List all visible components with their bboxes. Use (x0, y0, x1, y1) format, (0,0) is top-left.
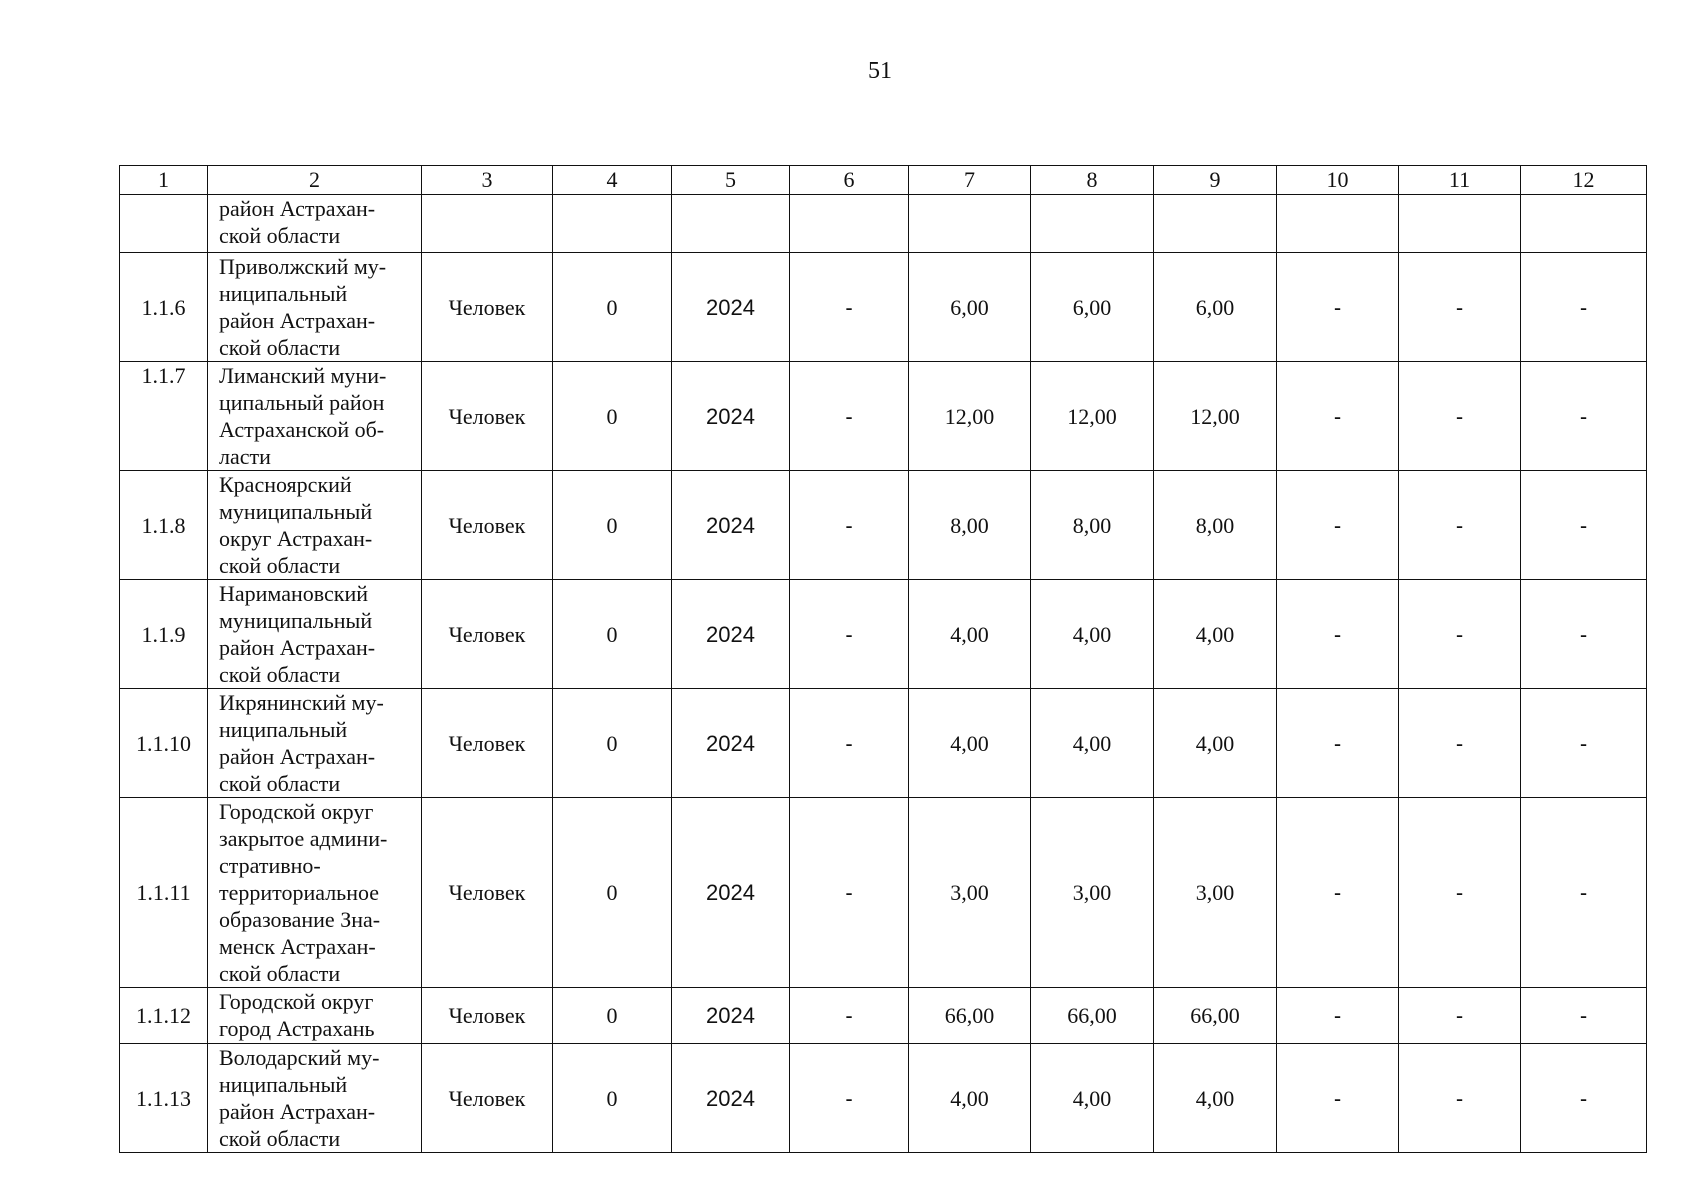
cell-col10: - (1277, 580, 1399, 689)
table-row-continuation (120, 195, 1647, 253)
table-row (120, 580, 1647, 689)
cell-col6: - (790, 798, 909, 988)
cell-col9: 12,00 (1154, 362, 1277, 471)
cell-col9: 66,00 (1154, 988, 1277, 1044)
table-row (120, 689, 1647, 798)
cell-col10: - (1277, 689, 1399, 798)
cell-col8: 4,00 (1031, 689, 1154, 798)
cell-year: 2024 (672, 253, 790, 362)
cell-base: 0 (553, 580, 672, 689)
cell-unit: Человек (422, 1044, 553, 1153)
cell-empty (1277, 195, 1399, 253)
cell-name: Лиманский муни- ципальный район Астраханской об- ласти (208, 362, 422, 471)
cell-empty (422, 195, 553, 253)
cell-empty (1154, 195, 1277, 253)
cell-col8: 4,00 (1031, 580, 1154, 689)
cell-base: 0 (553, 471, 672, 580)
header-col-8: 8 (1031, 166, 1154, 195)
header-col-11: 11 (1399, 166, 1521, 195)
cell-col6: - (790, 580, 909, 689)
cell-col7: 4,00 (909, 580, 1031, 689)
cell-name: Приволжский му- ниципальный район Астрахан- ской области (208, 253, 422, 362)
cell-num: 1.1.8 (120, 471, 208, 580)
cell-col12: - (1521, 988, 1647, 1044)
cell-num (120, 195, 208, 253)
table-row (120, 471, 1647, 580)
cell-col8: 66,00 (1031, 988, 1154, 1044)
cell-col7: 12,00 (909, 362, 1031, 471)
cell-year: 2024 (672, 689, 790, 798)
cell-col12: - (1521, 253, 1647, 362)
cell-base: 0 (553, 988, 672, 1044)
cell-num: 1.1.9 (120, 580, 208, 689)
cell-col9: 6,00 (1154, 253, 1277, 362)
cell-col12: - (1521, 798, 1647, 988)
cell-col9: 4,00 (1154, 689, 1277, 798)
cell-col11: - (1399, 471, 1521, 580)
cell-empty (553, 195, 672, 253)
cell-name: Наримановский муниципальный район Астрахан- ской области (208, 580, 422, 689)
cell-col9: 4,00 (1154, 1044, 1277, 1153)
cell-empty (909, 195, 1031, 253)
cell-num: 1.1.10 (120, 689, 208, 798)
cell-col6: - (790, 1044, 909, 1153)
page-number: 51 (868, 58, 892, 84)
cell-empty (672, 195, 790, 253)
cell-col10: - (1277, 988, 1399, 1044)
cell-base: 0 (553, 1044, 672, 1153)
header-col-1: 1 (120, 166, 208, 195)
header-row (120, 166, 1647, 195)
cell-col11: - (1399, 253, 1521, 362)
header-col-4: 4 (553, 166, 672, 195)
cell-col7: 6,00 (909, 253, 1031, 362)
cell-col6: - (790, 471, 909, 580)
table-row (120, 253, 1647, 362)
cell-col11: - (1399, 362, 1521, 471)
header-col-9: 9 (1154, 166, 1277, 195)
cell-col6: - (790, 988, 909, 1044)
cell-num: 1.1.13 (120, 1044, 208, 1153)
cell-empty (1521, 195, 1647, 253)
cell-col11: - (1399, 988, 1521, 1044)
cell-num: 1.1.6 (120, 253, 208, 362)
cell-name: район Астрахан- ской области (208, 195, 422, 253)
cell-col12: - (1521, 1044, 1647, 1153)
cell-empty (1399, 195, 1521, 253)
cell-num: 1.1.12 (120, 988, 208, 1044)
cell-unit: Человек (422, 580, 553, 689)
table-row (120, 798, 1647, 988)
cell-col8: 3,00 (1031, 798, 1154, 988)
cell-col9: 3,00 (1154, 798, 1277, 988)
cell-base: 0 (553, 689, 672, 798)
cell-unit: Человек (422, 362, 553, 471)
cell-year: 2024 (672, 798, 790, 988)
header-col-5: 5 (672, 166, 790, 195)
cell-col7: 4,00 (909, 689, 1031, 798)
table-header (120, 166, 1647, 195)
cell-col12: - (1521, 471, 1647, 580)
cell-empty (790, 195, 909, 253)
cell-base: 0 (553, 253, 672, 362)
header-col-7: 7 (909, 166, 1031, 195)
cell-year: 2024 (672, 580, 790, 689)
cell-col10: - (1277, 253, 1399, 362)
cell-col6: - (790, 689, 909, 798)
cell-col8: 6,00 (1031, 253, 1154, 362)
cell-year: 2024 (672, 1044, 790, 1153)
cell-col11: - (1399, 798, 1521, 988)
cell-col6: - (790, 362, 909, 471)
cell-name: Городской округ закрытое админи- стративно- территориальное образование Зна- менск Астрахан- ской области (208, 798, 422, 988)
cell-col10: - (1277, 362, 1399, 471)
cell-col10: - (1277, 798, 1399, 988)
cell-num: 1.1.7 (120, 362, 208, 471)
header-col-6: 6 (790, 166, 909, 195)
cell-name: Городской округ город Астрахань (208, 988, 422, 1044)
cell-unit: Человек (422, 798, 553, 988)
cell-name: Володарский му- ниципальный район Астрахан- ской области (208, 1044, 422, 1153)
cell-base: 0 (553, 362, 672, 471)
indicator-table (119, 165, 1647, 1153)
cell-year: 2024 (672, 988, 790, 1044)
header-col-2: 2 (208, 166, 422, 195)
cell-col12: - (1521, 689, 1647, 798)
header-col-3: 3 (422, 166, 553, 195)
cell-base: 0 (553, 798, 672, 988)
table-row (120, 988, 1647, 1044)
cell-num: 1.1.11 (120, 798, 208, 988)
cell-name: Икрянинский му- ниципальный район Астрахан- ской области (208, 689, 422, 798)
cell-name: Красноярский муниципальный округ Астрахан- ской области (208, 471, 422, 580)
cell-col11: - (1399, 580, 1521, 689)
cell-col8: 8,00 (1031, 471, 1154, 580)
cell-col7: 66,00 (909, 988, 1031, 1044)
cell-col9: 8,00 (1154, 471, 1277, 580)
table-row (120, 362, 1647, 471)
header-col-12: 12 (1521, 166, 1647, 195)
cell-unit: Человек (422, 471, 553, 580)
cell-empty (1031, 195, 1154, 253)
cell-col10: - (1277, 471, 1399, 580)
cell-col7: 3,00 (909, 798, 1031, 988)
cell-year: 2024 (672, 471, 790, 580)
cell-col10: - (1277, 1044, 1399, 1153)
cell-unit: Человек (422, 253, 553, 362)
cell-col7: 4,00 (909, 1044, 1031, 1153)
cell-col7: 8,00 (909, 471, 1031, 580)
cell-col12: - (1521, 362, 1647, 471)
cell-col6: - (790, 253, 909, 362)
cell-col12: - (1521, 580, 1647, 689)
cell-col8: 4,00 (1031, 1044, 1154, 1153)
cell-col11: - (1399, 689, 1521, 798)
header-col-10: 10 (1277, 166, 1399, 195)
cell-year: 2024 (672, 362, 790, 471)
cell-col9: 4,00 (1154, 580, 1277, 689)
cell-col11: - (1399, 1044, 1521, 1153)
cell-unit: Человек (422, 689, 553, 798)
table-row (120, 1044, 1647, 1153)
cell-col8: 12,00 (1031, 362, 1154, 471)
cell-unit: Человек (422, 988, 553, 1044)
